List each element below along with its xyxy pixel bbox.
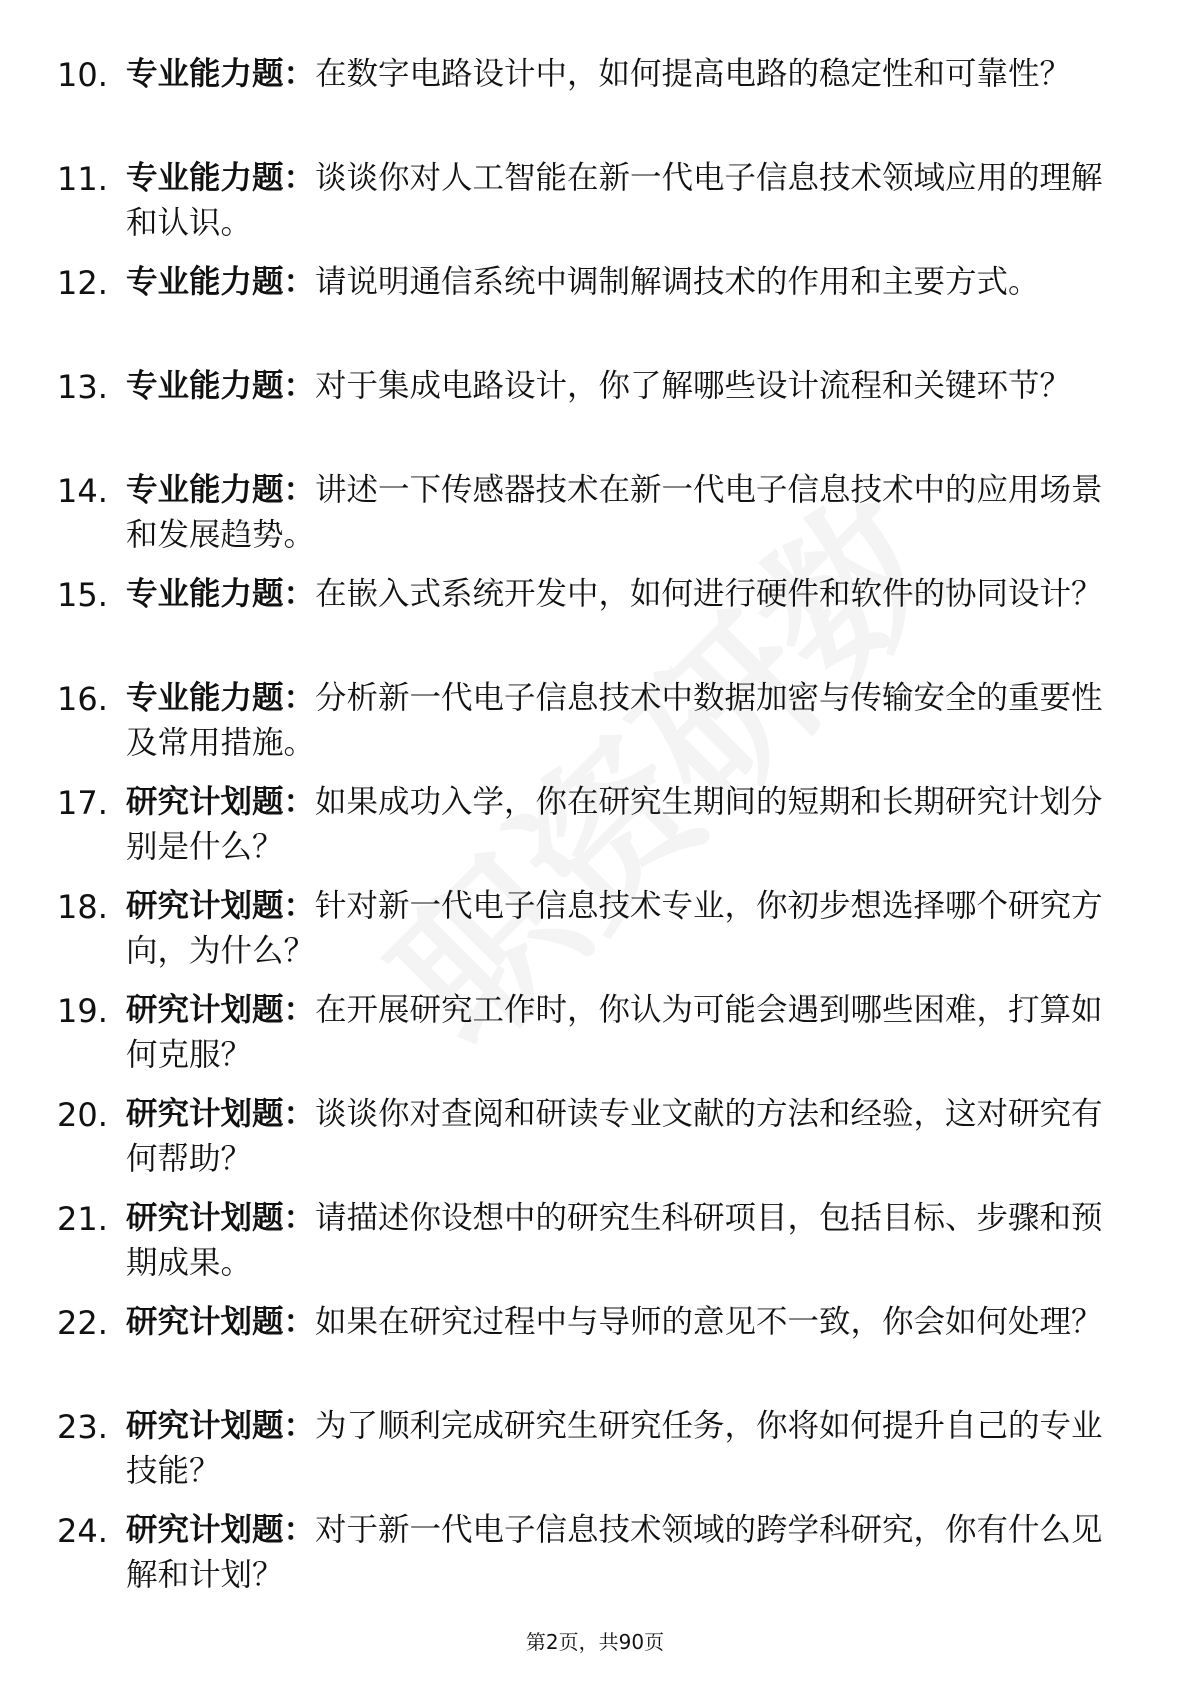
question-number: 12. — [57, 264, 108, 302]
question-number: 15. — [57, 576, 108, 614]
question-number: 19. — [57, 992, 108, 1030]
question-body — [126, 1404, 1126, 1494]
page-number: 第2页，共90页 — [525, 1630, 665, 1654]
question-item-10 — [0, 52, 1190, 156]
question-body — [126, 1092, 1126, 1182]
question-category: 专业能力题： — [126, 160, 316, 196]
question-category: 专业能力题： — [126, 368, 316, 404]
question-item-13 — [0, 364, 1190, 468]
question-number: 16. — [57, 680, 108, 718]
question-text: 对于新一代电子信息技术领域的跨学科研究，你有什么见解和计划？ — [126, 1512, 1103, 1593]
question-text: 在数字电路设计中，如何提高电路的稳定性和可靠性？ — [315, 56, 1072, 92]
question-item-12 — [0, 260, 1190, 364]
question-body — [126, 1196, 1126, 1286]
question-category: 研究计划题： — [126, 784, 316, 820]
question-category: 研究计划题： — [126, 992, 316, 1028]
question-number: 10. — [57, 56, 108, 94]
question-category: 研究计划题： — [126, 1096, 316, 1132]
question-text: 如果在研究过程中与导师的意见不一致，你会如何处理？ — [315, 1304, 1103, 1340]
question-item-15 — [0, 572, 1190, 676]
question-body — [126, 988, 1126, 1078]
question-number: 18. — [57, 888, 108, 926]
question-body — [126, 676, 1126, 766]
question-category: 研究计划题： — [126, 1408, 316, 1444]
question-category: 专业能力题： — [126, 576, 316, 612]
question-body — [126, 364, 1126, 409]
question-text: 在嵌入式系统开发中，如何进行硬件和软件的协同设计？ — [315, 576, 1103, 612]
question-item-14 — [0, 468, 1190, 572]
question-text: 请描述你设想中的研究生科研项目，包括目标、步骤和预期成果。 — [126, 1200, 1103, 1281]
question-body — [126, 572, 1126, 617]
question-number: 20. — [57, 1096, 108, 1134]
question-body — [126, 52, 1126, 97]
question-text: 谈谈你对查阅和研读专业文献的方法和经验，这对研究有何帮助？ — [126, 1096, 1103, 1177]
question-item-23 — [0, 1404, 1190, 1508]
question-category: 专业能力题： — [126, 680, 316, 716]
question-number: 22. — [57, 1304, 108, 1342]
question-text: 如果成功入学，你在研究生期间的短期和长期研究计划分别是什么？ — [126, 784, 1103, 865]
question-category: 研究计划题： — [126, 1512, 316, 1548]
question-number: 21. — [57, 1200, 108, 1238]
question-text: 请说明通信系统中调制解调技术的作用和主要方式。 — [315, 264, 1040, 300]
question-number: 24. — [57, 1512, 108, 1550]
question-text: 分析新一代电子信息技术中数据加密与传输安全的重要性及常用措施。 — [126, 680, 1103, 761]
question-text: 为了顺利完成研究生研究任务，你将如何提升自己的专业技能？ — [126, 1408, 1103, 1489]
question-number: 17. — [57, 784, 108, 822]
question-list — [0, 52, 1190, 1612]
question-body — [126, 884, 1126, 974]
question-item-24 — [0, 1508, 1190, 1612]
question-number: 11. — [57, 160, 108, 198]
question-item-16 — [0, 676, 1190, 780]
question-body — [126, 260, 1126, 305]
question-item-11 — [0, 156, 1190, 260]
question-body — [126, 468, 1126, 558]
question-category: 专业能力题： — [126, 472, 316, 508]
question-category: 研究计划题： — [126, 1200, 316, 1236]
question-body — [126, 156, 1126, 246]
question-category: 研究计划题： — [126, 1304, 316, 1340]
question-body — [126, 780, 1126, 870]
question-category: 研究计划题： — [126, 888, 316, 924]
question-item-19 — [0, 988, 1190, 1092]
question-body — [126, 1300, 1126, 1345]
question-item-21 — [0, 1196, 1190, 1300]
question-text: 对于集成电路设计，你了解哪些设计流程和关键环节？ — [315, 368, 1072, 404]
question-category: 专业能力题： — [126, 264, 316, 300]
question-body — [126, 1508, 1126, 1598]
question-number: 13. — [57, 368, 108, 406]
question-number: 23. — [57, 1408, 108, 1446]
question-text: 讲述一下传感器技术在新一代电子信息技术中的应用场景和发展趋势。 — [126, 472, 1103, 553]
question-item-22 — [0, 1300, 1190, 1404]
question-text: 在开展研究工作时，你认为可能会遇到哪些困难，打算如何克服？ — [126, 992, 1103, 1073]
question-text: 针对新一代电子信息技术专业，你初步想选择哪个研究方向，为什么？ — [126, 888, 1103, 969]
question-item-20 — [0, 1092, 1190, 1196]
question-text: 谈谈你对人工智能在新一代电子信息技术领域应用的理解和认识。 — [126, 160, 1103, 241]
question-number: 14. — [57, 472, 108, 510]
question-category: 专业能力题： — [126, 56, 316, 92]
question-item-18 — [0, 884, 1190, 988]
question-item-17 — [0, 780, 1190, 884]
